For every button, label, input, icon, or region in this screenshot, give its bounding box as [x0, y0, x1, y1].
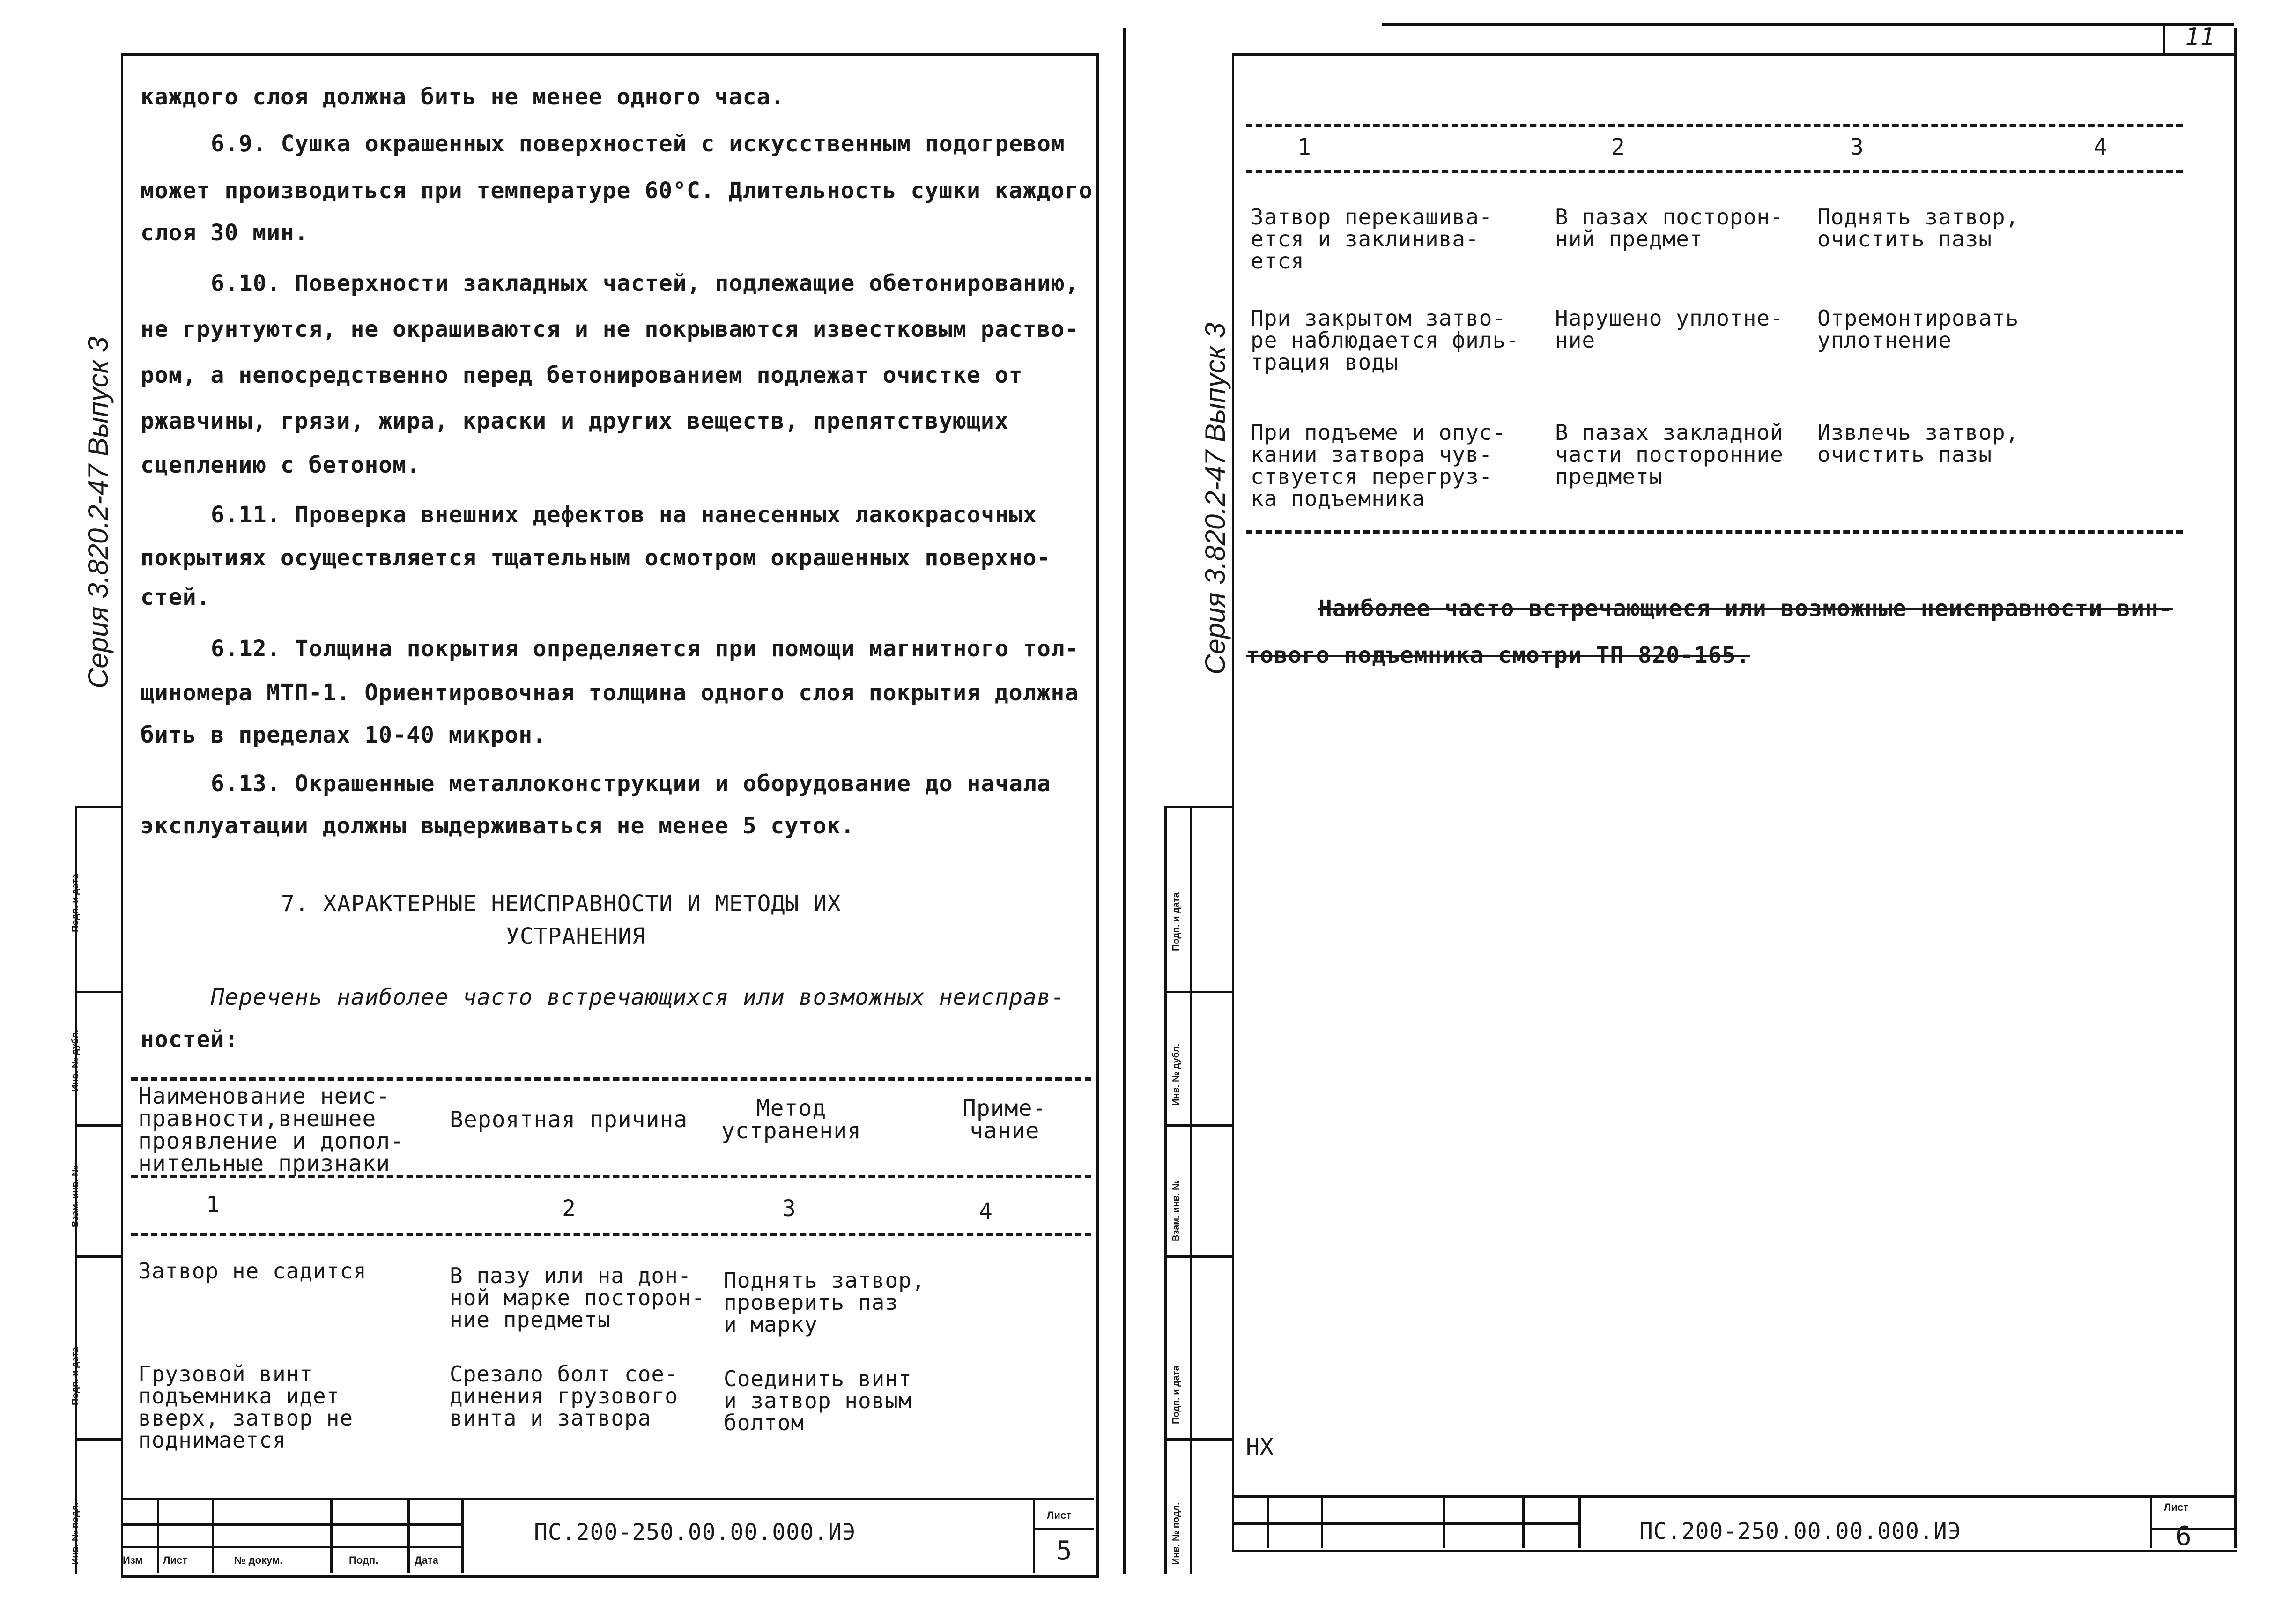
top-edge-line: [1382, 23, 2234, 26]
table-header-method: Метод устранения: [721, 1095, 861, 1144]
paragraph-line: каждого слоя должна бить не менее одного часа.: [141, 84, 785, 110]
table-row-2-cause: Срезало болт сое- динения грузового винта и затвора: [450, 1361, 678, 1431]
paragraph-line: бить в пределах 10-40 микрон.: [141, 722, 547, 748]
table-row-1-method: Поднять затвор, очистить пазы: [1817, 204, 2019, 252]
paragraph-line: стей.: [141, 584, 211, 610]
table-rule: [131, 1077, 1091, 1081]
document-code: ПС.200-250.00.00.000.ИЭ: [1639, 1518, 1962, 1545]
document-code: ПС.200-250.00.00.000.ИЭ: [534, 1519, 856, 1545]
title-block-border: [1232, 1495, 2234, 1498]
right-side-strip-line: [1164, 806, 1167, 1574]
table-col-number: 3: [782, 1196, 796, 1222]
section-title: 7. ХАРАКТЕРНЫЕ НЕИСПРАВНОСТИ И МЕТОДЫ ИХ: [281, 891, 841, 917]
table-col-number: 3: [1850, 134, 1864, 160]
title-col-label: Подп.: [349, 1554, 378, 1566]
table-row-2-fault: Грузовой винт подъемника идет вверх, затвор не поднимается: [138, 1361, 354, 1453]
sheet-label: Лист: [1047, 1509, 1071, 1521]
table-row-1-fault: Затвор не садится: [138, 1258, 367, 1284]
title-col-label: Лист: [163, 1554, 187, 1566]
intro-line: ностей:: [141, 1026, 239, 1053]
table-rule: [1246, 530, 2183, 534]
table-row-1-fault: Затвор перекашива- ется и заклинива- ется: [1251, 204, 1493, 274]
table-rule: [1246, 124, 2183, 127]
paragraph-line: щиномера МТП-1. Ориентировочная толщина одного слоя покрытия должна: [141, 680, 1079, 706]
sheet-number: 6: [2176, 1521, 2192, 1552]
section-title-cont: УСТРАНЕНИЯ: [506, 923, 646, 950]
right-page-frame: [1232, 53, 2237, 1552]
struck-note: Наиболее часто встречающиеся или возможные неисправности вин-: [1318, 595, 2173, 622]
table-rule: [1246, 170, 2183, 173]
table-col-number: 1: [1297, 134, 1311, 160]
title-block-border: [121, 1498, 1094, 1500]
table-col-number: 2: [562, 1196, 576, 1222]
page-divider: [1123, 28, 1126, 1574]
paragraph-line: эксплуатации должны выдерживаться не менее 5 суток.: [141, 813, 855, 839]
sheet-number: 5: [1056, 1536, 1073, 1566]
left-stamp-5: Инв. № подл.: [70, 1502, 81, 1565]
table-header-fault: Наименование неис- правности,внешнее проявление и допол- нительные признаки: [138, 1083, 405, 1177]
table-row-2-fault: При закрытом затво- ре наблюдается филь- трация воды: [1251, 305, 1519, 375]
struck-note-cont: тового подъемника смотри ТП 820-165.: [1246, 642, 1750, 668]
table-row-3-fault: При подъеме и опус- кании затвора чув- ствуется перегруз- ка подъемника: [1251, 420, 1506, 511]
paragraph-line: ром, а непосредственно перед бетонированием подлежат очистке от: [141, 362, 1023, 388]
left-stamp-1: Подп. и дата: [70, 874, 81, 932]
right-stamp-1: Подп. и дата: [1171, 892, 1181, 951]
paragraph-line: покрытиях осуществляется тщательным осмотром окрашенных поверхно-: [141, 545, 1051, 571]
table-row-1-method: Поднять затвор, проверить паз и марку: [724, 1268, 926, 1337]
table-row-1-cause: В пазу или на дон- ной марке посторон- ние предметы: [450, 1263, 705, 1332]
right-stamp-5: Инв. № подл.: [1171, 1502, 1181, 1565]
table-header-note: Приме- чание: [963, 1095, 1047, 1144]
paragraph-6-11: 6.11. Проверка внешних дефектов на нанесенных лакокрасочных: [211, 502, 1037, 528]
left-stamp-4: Подп. и дата: [70, 1347, 81, 1405]
table-col-number: 2: [1611, 134, 1625, 160]
right-stamp-4: Подп. и дата: [1171, 1366, 1181, 1424]
table-col-number: 1: [206, 1192, 220, 1218]
table-rule: [131, 1175, 1091, 1178]
table-row-3-method: Извлечь затвор, очистить пазы: [1817, 420, 2019, 467]
left-stamp-3: Взам. инв. №: [70, 1166, 81, 1227]
table-rule: [131, 1233, 1091, 1236]
table-row-2-cause: Нарушено уплотне- ние: [1555, 305, 1784, 353]
paragraph-line: может производиться при температуре 60°С. Длительность сушки каждого: [141, 178, 1093, 204]
paragraph-line: не грунтуются, не окрашиваются и не покрываются известковым раство-: [141, 316, 1079, 342]
table-row-2-method: Отремонтировать уплотнение: [1817, 305, 2019, 353]
right-stamp-3: Взам. инв. №: [1171, 1180, 1181, 1241]
table-header-cause: Вероятная причина: [450, 1106, 688, 1133]
table-row-3-cause: В пазах закладной части посторонние предметы: [1555, 420, 1784, 489]
table-row-2-method: Соединить винт и затвор новым болтом: [724, 1366, 912, 1435]
paragraph-6-10: 6.10. Поверхности закладных частей, подлежащие обетонированию,: [211, 270, 1079, 297]
table-col-number: 4: [2094, 134, 2108, 160]
sheet-label: Лист: [2164, 1501, 2188, 1513]
title-col-label: № докум.: [234, 1554, 283, 1566]
left-side-label: Серия 3.820.2-47 Выпуск 3: [82, 336, 114, 689]
intro-line: Перечень наиболее часто встречающихся или возможных неисправ-: [211, 984, 1065, 1010]
table-row-1-cause: В пазах посторон- ний предмет: [1555, 204, 1784, 252]
paragraph-6-12: 6.12. Толщина покрытия определяется при помощи магнитного тол-: [211, 636, 1079, 662]
title-col-label: Дата: [415, 1554, 438, 1566]
paragraph-6-13: 6.13. Окрашенные металлоконструкции и оборудование до начала: [211, 771, 1051, 797]
mark-nx: НХ: [1246, 1434, 1274, 1460]
paragraph-line: сцеплению с бетоном.: [141, 452, 421, 478]
title-col-label: Изм: [123, 1554, 143, 1566]
paragraph-6-9: 6.9. Сушка окрашенных поверхностей с искусственным подогревом: [211, 131, 1065, 157]
table-col-number: 4: [979, 1198, 993, 1225]
right-stamp-2: Инв. № дубл.: [1171, 1044, 1181, 1106]
paragraph-line: слоя 30 мин.: [141, 220, 309, 246]
left-stamp-2: Инв. № дубл.: [70, 1030, 81, 1092]
paragraph-line: ржавчины, грязи, жира, краски и других веществ, препятствующих: [141, 408, 1009, 434]
right-side-label: Серия 3.820.2-47 Выпуск 3: [1200, 322, 1231, 675]
corner-page-number: 11: [2185, 23, 2215, 51]
